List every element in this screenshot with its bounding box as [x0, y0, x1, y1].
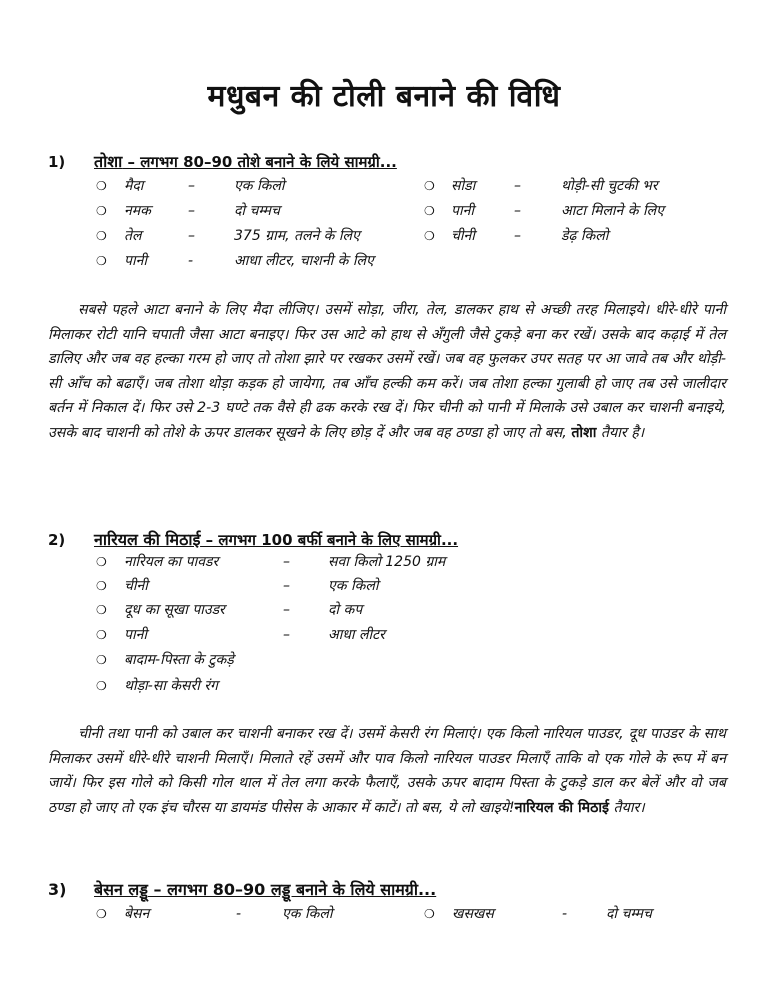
section-1-heading [48, 150, 397, 172]
ingredient-qty: आधा लीटर [328, 627, 385, 643]
paragraph-bold-text: तोशा [571, 424, 597, 441]
bullet-icon: ❍ [424, 179, 435, 193]
ingredient-qty: आटा मिलाने के लिए [561, 203, 664, 219]
ingredient-qty: आधा लीटर, चाशनी के लिए [234, 253, 374, 269]
ingredient-row [0, 600, 768, 620]
ingredient-item: बेसन [124, 906, 150, 922]
ingredient-dash: – [514, 178, 521, 194]
section-2-heading [48, 528, 458, 550]
bullet-icon: ❍ [96, 579, 107, 593]
ingredient-qty: एक किलो [328, 578, 379, 594]
ingredient-item: मैदा [124, 178, 144, 194]
ingredient-qty: डेढ़ किलो [561, 228, 609, 244]
section-number: 3) [48, 880, 67, 899]
section-name: बेसन लड्डू [94, 880, 148, 899]
ingredient-row [0, 625, 768, 645]
section-number: 1) [48, 153, 66, 171]
bullet-icon: ❍ [96, 603, 107, 617]
ingredient-item: चीनी [451, 228, 475, 244]
section-number: 2) [48, 531, 66, 549]
ingredient-qty: दो चम्मच [606, 906, 652, 922]
ingredient-item: नारियल का पावडर [124, 554, 219, 570]
ingredient-item: पानी [451, 203, 474, 219]
ingredient-qty: सवा किलो 1250 ग्राम [328, 554, 446, 570]
bullet-icon: ❍ [424, 204, 435, 218]
ingredient-row [0, 676, 768, 696]
section-subtitle: – लगभग 80–90 लड्डू बनाने के लिये सामग्री... [147, 880, 437, 899]
section-name: नारियल की मिठाई [94, 530, 201, 549]
ingredient-dash: – [188, 228, 195, 244]
ingredient-item: दूध का सूखा पाउडर [124, 602, 225, 618]
ingredient-dash: – [188, 178, 195, 194]
paragraph-text: चीनी तथा पानी को उबाल कर चाशनी बनाकर रख दें। उसमें केसरी रंग मिलाएं। एक किलो नारियल पाउडर, दूध पाउडर के साथ मिलाकर उसमें धीरे-धीरे चाशनी मिलाएँ। मिलाते रहें उसमें और पाव किलो नारियल पाउडर मिलाएँ ताकि वो एक गोले के रूप में बन जायें। फिर इस गोले को किसी गोल थाल में तेल लगा करके फैलाएँ, उसके ऊपर बादाम पिस्ता के टुकड़े डाल कर बेलें और वो जब ठण्डा हो जाए तो एक इंच चौरस या डायमंड पीसेस के आकार में काटें। तो बस, ये लो खाइये! [48, 726, 726, 816]
ingredient-item: खसखस [452, 906, 494, 922]
ingredient-dash: – [283, 578, 290, 594]
ingredient-qty: एक किलो [234, 178, 285, 194]
section-2-paragraph [48, 722, 726, 820]
ingredient-dash: – [283, 627, 290, 643]
ingredient-dash: - [236, 906, 242, 922]
ingredient-row [0, 226, 768, 246]
paragraph-end-text: तैयार। [609, 799, 645, 816]
section-name: तोशा [94, 152, 123, 171]
ingredient-row [0, 201, 768, 221]
page-title: मधुबन की टोली बनाने की विधि [207, 79, 561, 114]
bullet-icon: ❍ [96, 204, 107, 218]
paragraph-bold-text: नारियल की मिठाई [514, 799, 609, 816]
bullet-icon: ❍ [96, 907, 107, 921]
ingredient-dash: - [188, 253, 194, 269]
bullet-icon: ❍ [96, 179, 107, 193]
bullet-icon: ❍ [96, 555, 107, 569]
ingredient-dash: – [283, 554, 290, 570]
ingredient-item: बादाम-पिस्ता के टुकड़े [124, 652, 234, 668]
ingredient-item: पानी [124, 627, 147, 643]
bullet-icon: ❍ [96, 254, 107, 268]
section-subtitle: – लगभग 100 बर्फी बनाने के लिए सामग्री... [200, 531, 459, 549]
ingredient-row [0, 904, 768, 924]
section-1-paragraph [48, 298, 726, 445]
section-3-heading [48, 878, 436, 900]
ingredient-qty: 375 ग्राम, तलने के लिए [234, 228, 360, 244]
ingredient-row [0, 650, 768, 670]
paragraph-text: सबसे पहले आटा बनाने के लिए मैदा लीजिए। उसमें सोड़ा, जीरा, तेल, डालकर हाथ से अच्छी तरह मिलाइये। धीरे-धीरे पानी मिलाकर रोटी यानि चपाती जैसा आटा बनाइए। फिर उस आटे को हाथ से अँगुली जैसे टुकड़े बना कर रखें। उसके बाद कढ़ाई में तेल डालिए और जब वह हल्का गरम हो जाए तो तोशा झारे पर रखकर उसमें रखें। जब वह फुलकर उपर सतह पर आ जावे तब और थोड़ी-सी आँच को बढाएँ। जब तोशा थोड़ा कड़क हो जायेगा, तब आँच हल्की कम करें। जब तोशा हल्का गुलाबी हो जाए तब उसे जालीदार बर्तन में निकाल दें। फिर उसे 2-3 घण्टे तक वैसे ही ढक करके रख दें। फिर चीनी को पानी में मिलाके उसे उबाल कर चाशनी बनाइये, उसके बाद चाशनी को तोशे के ऊपर डालकर सूखने के लिए छोड़ दें और जब वह ठण्डा हो जाए तो बस, [48, 302, 726, 441]
ingredient-row [0, 576, 768, 596]
ingredient-dash: – [283, 602, 290, 618]
ingredient-item: सोडा [451, 178, 476, 194]
ingredient-qty: एक किलो [282, 906, 333, 922]
ingredient-row [0, 251, 768, 271]
bullet-icon: ❍ [424, 907, 435, 921]
bullet-icon: ❍ [96, 679, 107, 693]
ingredient-item: चीनी [124, 578, 148, 594]
ingredient-item: थोड़ा-सा केसरी रंग [124, 678, 218, 694]
ingredient-row [0, 552, 768, 572]
paragraph-end-text: तैयार है। [596, 424, 645, 441]
ingredient-qty: दो कप [328, 602, 363, 618]
ingredient-item: तेल [124, 228, 142, 244]
ingredient-dash: – [514, 228, 521, 244]
ingredient-dash: – [188, 203, 195, 219]
ingredient-item: नमक [124, 203, 151, 219]
bullet-icon: ❍ [96, 653, 107, 667]
ingredient-dash: - [562, 906, 568, 922]
ingredient-row [0, 176, 768, 196]
ingredient-item: पानी [124, 253, 147, 269]
ingredient-qty: दो चम्मच [234, 203, 280, 219]
section-subtitle: – लगभग 80–90 तोशे बनाने के लिये सामग्री... [122, 153, 397, 171]
ingredient-qty: थोड़ी-सी चुटकी भर [561, 178, 658, 194]
bullet-icon: ❍ [96, 628, 107, 642]
bullet-icon: ❍ [424, 229, 435, 243]
ingredient-dash: – [514, 203, 521, 219]
bullet-icon: ❍ [96, 229, 107, 243]
